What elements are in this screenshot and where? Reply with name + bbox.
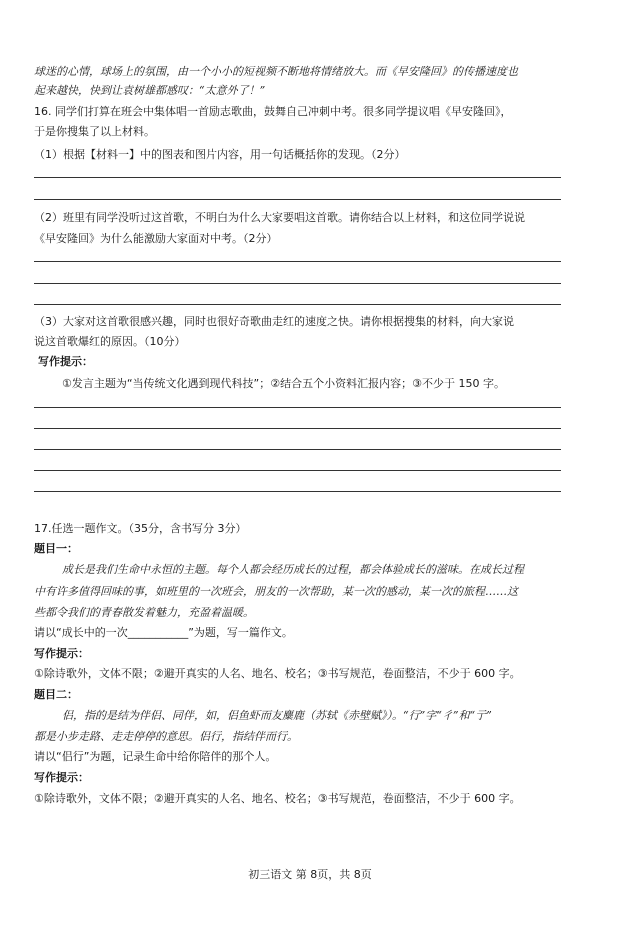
topic2-hint: ①除诗歌外，文体不限；②避开真实的人名、地名、校名；③书写规范，卷面整洁，不少于 600 字。	[34, 792, 521, 805]
topic1-hint: ①除诗歌外，文体不限；②避开真实的人名、地名、校名；③书写规范，卷面整洁，不少于 600 字。	[34, 667, 521, 680]
q16-hint-label: 写作提示：	[38, 355, 93, 368]
answer-line[interactable]	[34, 491, 561, 492]
q16-sub3-line-1: （3）大家对这首歌很感兴趣，同时也很好奇歌曲走红的速度之快。请你根据搜集的材料，向大家说	[34, 315, 514, 328]
topic1-prompt: 请以“成长中的一次___________”为题，写一篇作文。	[34, 626, 293, 639]
page-footer: 初三语文 第 8页，共 8页	[248, 868, 372, 881]
answer-line[interactable]	[34, 470, 561, 471]
topic2-prompt: 请以“侣行”为题，记录生命中给你陪伴的那个人。	[34, 750, 277, 763]
answer-line[interactable]	[34, 428, 561, 429]
q17-stem: 17.任选一题作文。（35分，含书写分 3分）	[34, 522, 247, 535]
intro-line-1: 球迷的心情，球场上的氛围，由一个小小的短视频不断地将情绪放大。而《早安隆回》的传播速度也	[34, 65, 518, 78]
q16-sub2-line-1: （2）班里有同学没听过这首歌，不明白为什么大家要唱这首歌。请你结合以上材料，和这位同学说说	[34, 211, 525, 224]
answer-line[interactable]	[34, 261, 561, 262]
q16-sub3-line-2: 说这首歌爆红的原因。（10分）	[34, 335, 186, 348]
topic1-line-2: 中有许多值得回味的事，如班里的一次班会，朋友的一次帮助，某一次的感动，某一次的旅程……这	[34, 585, 518, 598]
topic1-label: 题目一：	[34, 542, 78, 555]
answer-line[interactable]	[34, 199, 561, 200]
topic1-hint-label: 写作提示：	[34, 647, 89, 660]
topic2-line-1: 侣，指的是结为伴侣、同伴，如，侣鱼虾而友麋鹿（苏轼《赤壁赋》）。“行”字“彳”和“亍”	[62, 709, 492, 722]
answer-line[interactable]	[34, 283, 561, 284]
q16-stem-line-1: 16. 同学们打算在班会中集体唱一首励志歌曲，鼓舞自己冲刺中考。很多同学提议唱《早安隆回》，	[34, 105, 512, 118]
answer-line[interactable]	[34, 177, 561, 178]
q16-sub1: （1）根据【材料一】中的图表和图片内容，用一句话概括你的发现。（2分）	[34, 148, 406, 161]
q16-hint-text: ①发言主题为“当传统文化遇到现代科技”；②结合五个小资料汇报内容；③不少于 150 字。	[62, 377, 505, 390]
topic2-label: 题目二：	[34, 688, 78, 701]
q16-sub2-line-2: 《早安隆回》为什么能激励大家面对中考。（2分）	[34, 232, 278, 245]
topic1-line-1: 成长是我们生命中永恒的主题。每个人都会经历成长的过程，都会体验成长的滋味。在成长过程	[62, 563, 524, 576]
topic2-hint-label: 写作提示：	[34, 771, 89, 784]
intro-line-2: 起来越快，快到让袁树雄都感叹：“太意外了！”	[34, 84, 266, 97]
topic2-line-2: 都是小步走路、走走停停的意思。侣行，指结伴而行。	[34, 730, 298, 743]
answer-line[interactable]	[34, 304, 561, 305]
q16-stem-line-2: 于是你搜集了以上材料。	[34, 125, 155, 138]
answer-line[interactable]	[34, 449, 561, 450]
answer-line[interactable]	[34, 407, 561, 408]
topic1-line-3: 些都令我们的青春散发着魅力，充盈着温暖。	[34, 606, 254, 619]
